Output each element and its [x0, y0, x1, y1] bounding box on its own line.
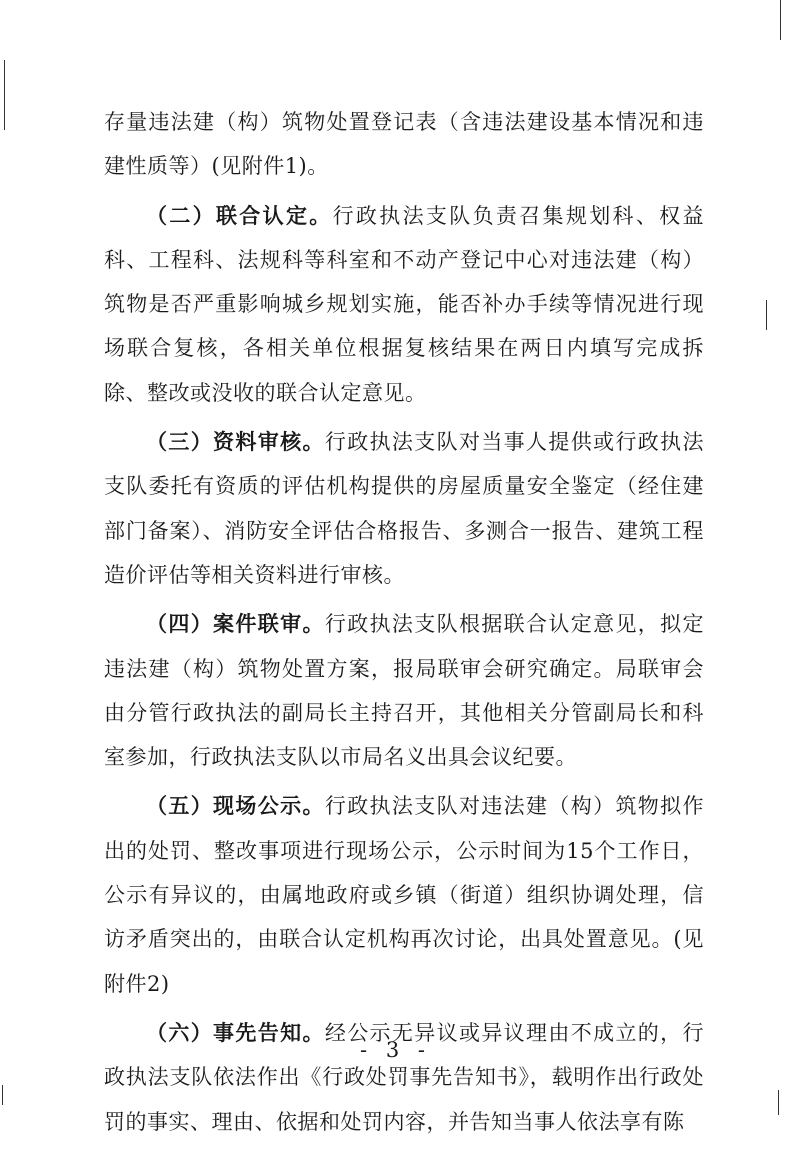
- section-heading: （四）案件联审。: [146, 611, 325, 637]
- section-heading: （三）资料审核。: [146, 429, 325, 455]
- document-body: [104, 100, 704, 1149]
- paragraph-text: 行政执法支队对违法建（构）筑物拟作出的处罚、整改事项进行现场公示，公示时间为15个工作日，公示有异议的，由属地政府或乡镇（街道）组织协调处理，信访矛盾突出的，由联合认定机构再次讨论，出具处置意见。(见附件2): [104, 794, 705, 996]
- paragraph-joint-case-review: [104, 602, 704, 779]
- scan-edge-mark: [780, 0, 781, 40]
- paragraph-text: 行政执法支队对当事人提供或行政执法支队委托有资质的评估机构提供的房屋质量安全鉴定（经住建部门备案）、消防安全评估合格报告、多测合一报告、建筑工程造价评估等相关资料进行审核。: [104, 430, 705, 587]
- paragraph-prior-notice: [104, 1011, 704, 1144]
- paragraph-text: 行政执法支队根据联合认定意见，拟定违法建（构）筑物处置方案，报局联审会研究确定。局联审会由分管行政执法的副局长主持召开，其他相关分管副局长和科室参加，行政执法支队以市局名义出具会议纪要。: [104, 612, 705, 770]
- paragraph-material-review: [104, 420, 704, 597]
- section-heading: （二）联合认定。: [146, 202, 333, 228]
- scan-edge-mark: [2, 1085, 3, 1105]
- scan-edge-mark: [4, 60, 5, 130]
- paragraph-text: 经公示无异议或异议理由不成立的，行政执法支队依法作出《行政处罚事先告知书》，载明作出行政处罚的事实、理由、依据和处罚内容，并告知当事人依法享有陈: [104, 1020, 705, 1134]
- scan-edge-mark: [778, 1090, 779, 1115]
- paragraph-onsite-publicity: [104, 784, 704, 1005]
- section-heading: （六）事先告知。: [146, 1019, 325, 1045]
- paragraph-text: 行政执法支队负责召集规划科、权益科、工程科、法规科等科室和不动产登记中心对违法建（构）筑物是否严重影响城乡规划实施，能否补办手续等情况进行现场联合复核，各相关单位根据复核结果在两日内填写完成拆除、整改或没收的联合认定意见。: [104, 203, 704, 405]
- paragraph-continuation: [104, 100, 704, 189]
- scan-edge-mark: [766, 300, 767, 330]
- paragraph-text: 存量违法建（构）筑物处置登记表（含违法建设基本情况和违建性质等）(见附件1)。: [104, 110, 704, 179]
- section-heading: （五）现场公示。: [146, 793, 325, 819]
- paragraph-joint-determination: [104, 194, 704, 415]
- page-number: - 3 -: [360, 1038, 431, 1062]
